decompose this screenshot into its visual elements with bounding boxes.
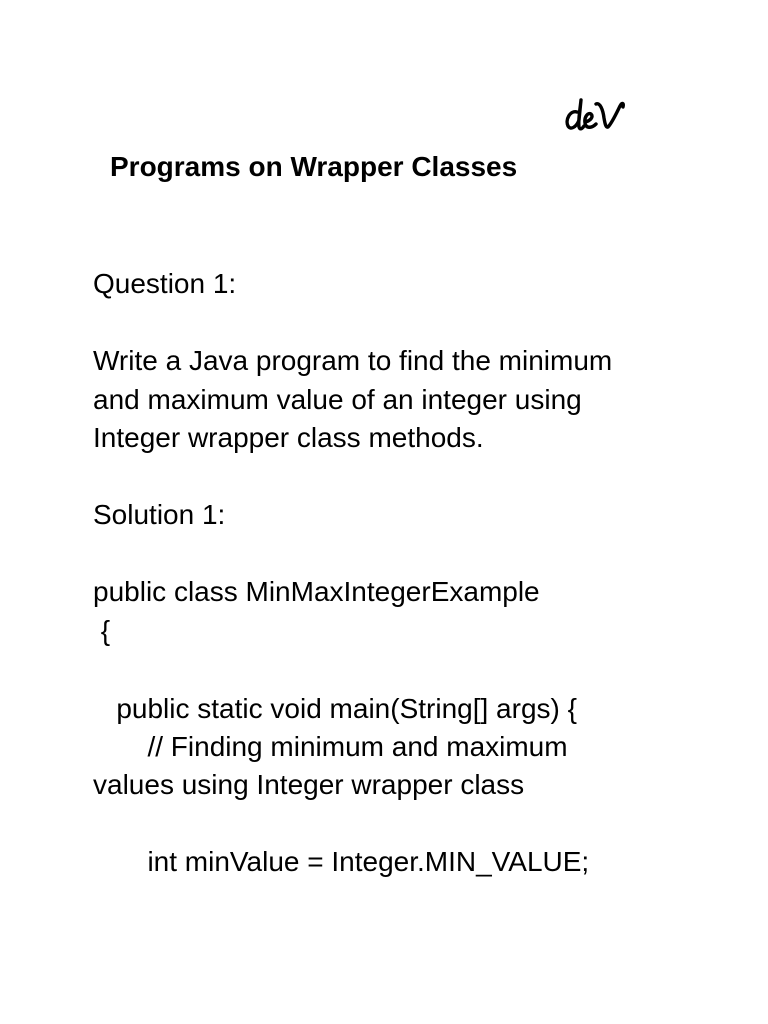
code-line-6: int minValue = Integer.MIN_VALUE; <box>93 846 590 877</box>
code-line-5: values using Integer wrapper class <box>93 769 525 800</box>
question-text-line-2: and maximum value of an integer using <box>93 384 582 415</box>
question-text-line-3: Integer wrapper class methods. <box>93 422 484 453</box>
code-line-2: { <box>93 615 111 646</box>
solution-heading: Solution 1: <box>93 499 226 530</box>
dev-logo <box>562 90 632 140</box>
code-line-4: // Finding minimum and maximum <box>93 731 568 762</box>
document-title: Programs on Wrapper Classes <box>110 151 518 182</box>
code-line-1: public class MinMaxIntegerExample <box>93 576 540 607</box>
question-text-line-1: Write a Java program to find the minimum <box>93 345 613 376</box>
code-line-3: public static void main(String[] args) { <box>93 693 577 724</box>
question-heading: Question 1: <box>93 268 237 299</box>
